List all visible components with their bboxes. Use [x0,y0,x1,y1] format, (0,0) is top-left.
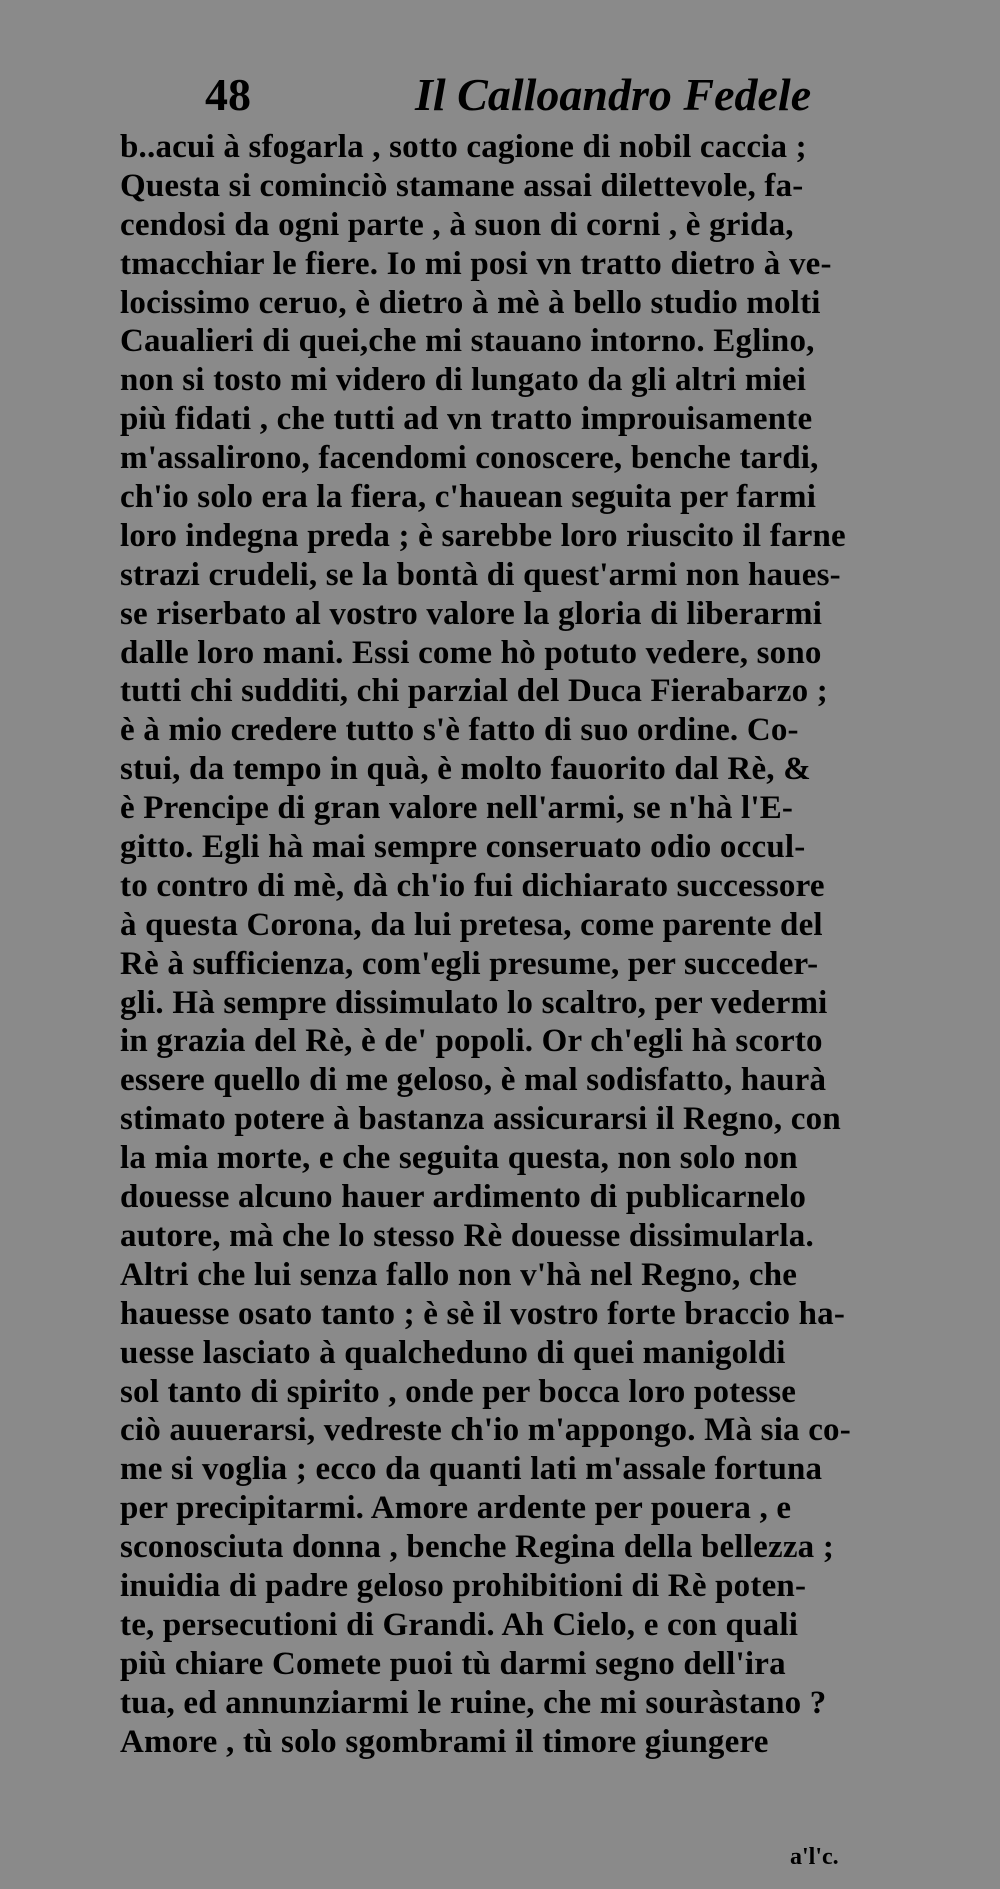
text-line: me si voglia ; ecco da quanti lati m'assale fortuna [120,1451,823,1488]
text-line: dalle loro mani. Essi come hò potuto vedere, sono [120,634,822,671]
text-line: gli. Hà sempre dissimulato lo scaltro, per vedermi [120,984,828,1021]
text-line: la mia morte, e che seguita questa, non solo non [120,1140,798,1177]
text-line: Rè à sufficienza, com'egli presume, per succeder- [120,945,819,982]
text-line: sconosciuta donna , benche Regina della bellezza ; [120,1529,835,1566]
text-line: non si tosto mi videro di lungato da gli altri miei [120,362,807,399]
text-line: ciò auuerarsi, vedreste ch'io m'appongo. Mà sia co- [120,1412,851,1449]
text-line: se riserbato al vostro valore la gloria di liberarmi [120,595,823,632]
text-line: te, persecutioni di Grandi. Ah Cielo, e con quali [120,1606,799,1643]
text-line: essere quello di me geloso, è mal sodisfatto, haurà [120,1062,827,1099]
text-line: hauesse osato tanto ; è sè il vostro forte braccio ha- [120,1295,846,1332]
text-line: tutti chi sudditi, chi parzial del Duca Fierabarzo ; [120,673,828,710]
running-title: Il Calloandro Fedele [415,69,812,120]
text-line: tua, ed annunziarmi le ruine, che mi souràstano ? [120,1684,827,1721]
text-line: più chiare Comete puoi tù darmi segno dell'ira [120,1645,786,1682]
text-line: ch'io solo era la fiera, c'hauean seguita per farmi [120,479,817,516]
text-line: tmacchiar le fiere. Io mi posi vn tratto dietro à ve- [120,245,832,282]
catchword: a'l'c. [790,1844,839,1870]
text-line: locissimo ceruo, è dietro à mè à bello studio molti [120,284,821,321]
text-line: à questa Corona, da lui pretesa, come parente del [120,906,823,943]
text-line: gitto. Egli hà mai sempre conseruato odio occul- [120,829,806,866]
text-line: Caualieri di quei,che mi stauano intorno. Eglino, [120,323,815,360]
text-line: in grazia del Rè, è de' popoli. Or ch'egli hà scorto [120,1023,823,1060]
text-line: douesse alcuno hauer ardimento di publicarnelo [120,1179,807,1216]
text-line: stimato potere à bastanza assicurarsi il Regno, con [120,1101,841,1138]
text-line: autore, mà che lo stesso Rè douesse dissimularla. [120,1217,814,1254]
text-line: Amore , tù solo sgombrami il timore giungere [120,1723,769,1760]
text-line: stui, da tempo in quà, è molto fauorito dal Rè, & [120,751,811,788]
text-line: sol tanto di spirito , onde per bocca loro potesse [120,1373,797,1410]
page-number: 48 [205,69,251,120]
text-line: inuidia di padre geloso prohibitioni di Rè poten- [120,1567,807,1604]
text-line: loro indegna preda ; è sarebbe loro riuscito il farne [120,517,846,554]
text-line: to contro di mè, dà ch'io fui dichiarato successore [120,867,825,904]
text-line: più fidati , che tutti ad vn tratto improuisamente [120,401,813,438]
text-line: Questa si cominciò stamane assai dilettevole, fa- [120,167,804,204]
text-line: uesse lasciato à qualcheduno di quei manigoldi [120,1334,786,1371]
text-line: è Prencipe di gran valore nell'armi, se n'hà l'E- [120,790,794,827]
text-line: m'assalirono, facendomi conoscere, benche tardi, [120,440,819,477]
text-line: per precipitarmi. Amore ardente per pouera , e [120,1490,792,1527]
text-line: strazi crudeli, se la bontà di quest'armi non haues- [120,556,841,593]
page-header [205,69,825,128]
body-text [120,128,980,1761]
text-line: Altri che lui senza fallo non v'hà nel Regno, che [120,1256,798,1293]
text-line: è à mio credere tutto s'è fatto di suo ordine. Co- [120,712,799,749]
text-line: cendosi da ogni parte , à suon di corni , è grida, [120,206,794,243]
text-line: b..acui à sfogarla , sotto cagione di nobil caccia ; [120,129,807,165]
